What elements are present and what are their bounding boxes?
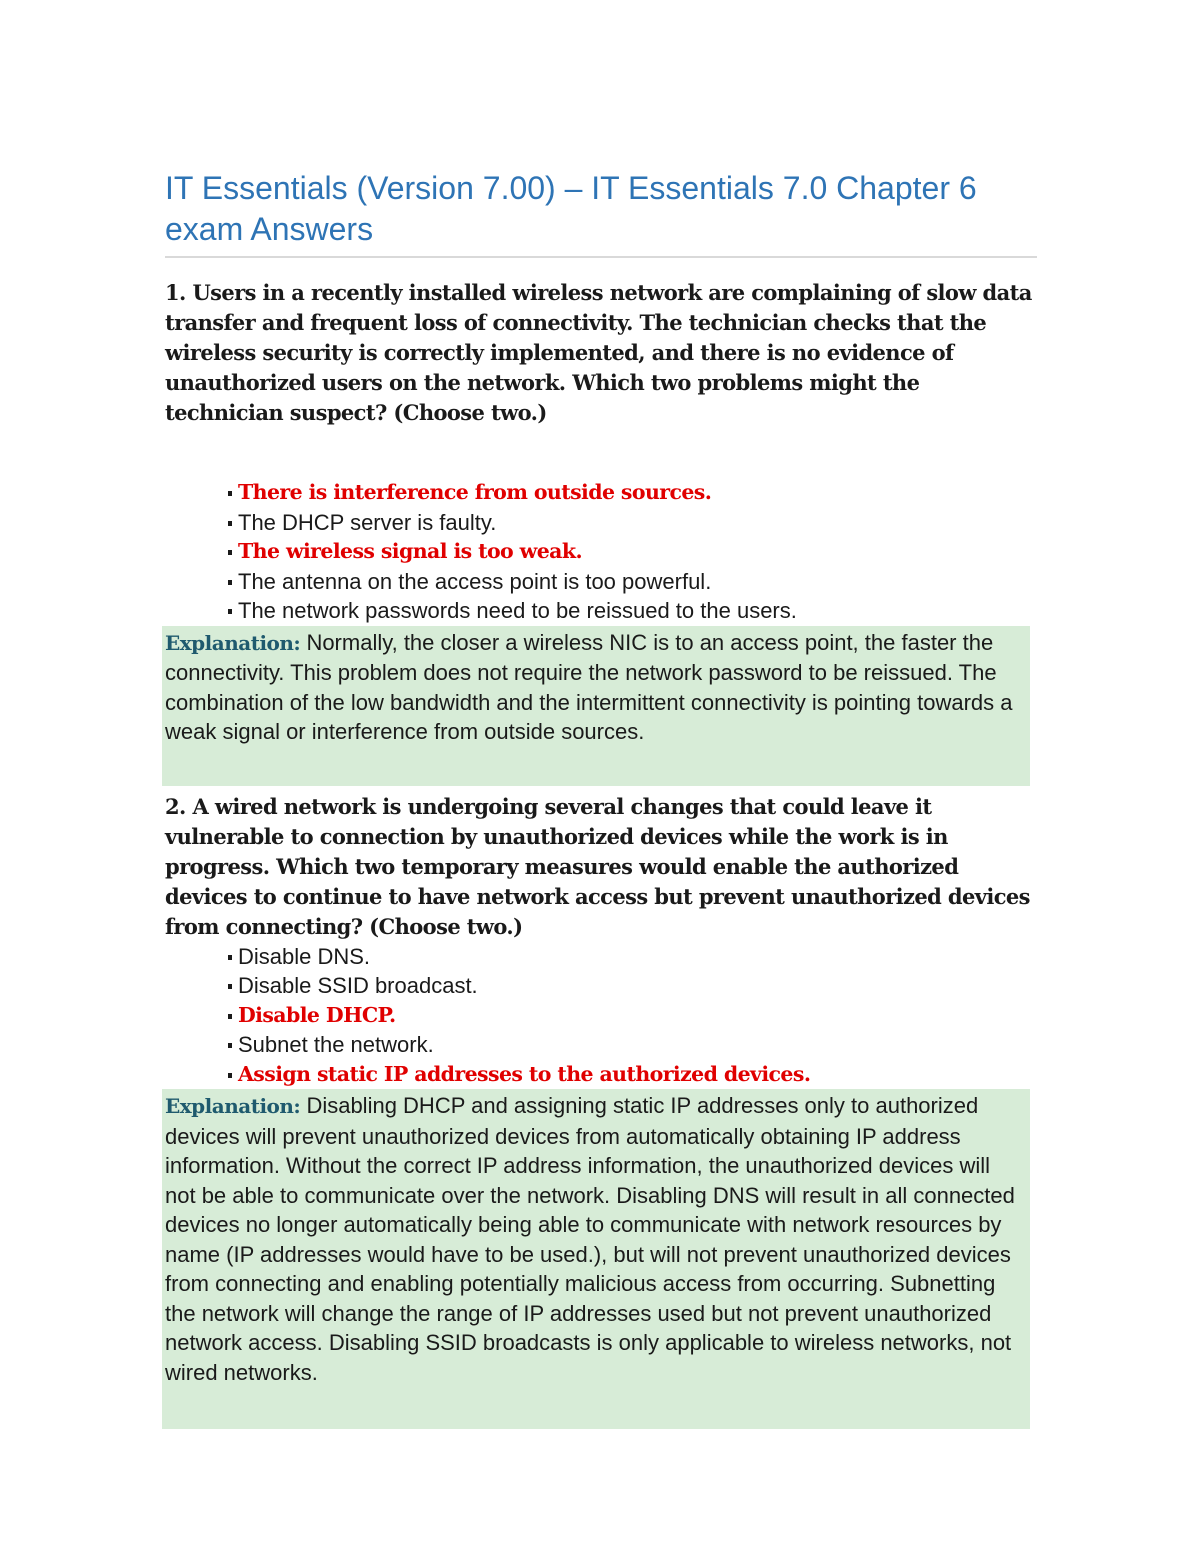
answer-option [228, 942, 1037, 972]
answer-option [228, 478, 1037, 508]
title-divider [165, 256, 1037, 258]
answer-option [228, 1060, 1037, 1090]
answer-option [228, 508, 1037, 538]
bullet-icon [228, 521, 232, 526]
answer-options-2 [165, 942, 1037, 1090]
bullet-icon [228, 1043, 232, 1048]
incorrect-answer: The DHCP server is faulty. [238, 509, 497, 535]
explanation-text-2: Disabling DHCP and assigning static IP addresses only to authorized devices will prevent unauthorized devices from automatically obtaining IP address information. Without the correct IP address information, the unauthorized devices will not be able to communicate over the network. Disabling DNS will result in all connected devices no longer automatically being able to communicate with network resources by name (IP addresses would have to be used.), but will not prevent unauthorized devices from connecting and enabling potentially malicious access from occurring. Subnetting the network will change the range of IP addresses used but not prevent unauthorized network access. Disabling SSID broadcasts is only applicable to wireless networks, not wired networks. [165, 1093, 1015, 1385]
incorrect-answer: Disable SSID broadcast. [238, 973, 478, 998]
question-block-1 [165, 278, 1037, 786]
page-title: IT Essentials (Version 7.00) – IT Essentials 7.0 Chapter 6 exam Answers [165, 170, 977, 247]
document-page [165, 168, 1037, 1429]
question-stem-1: Users in a recently installed wireless network are complaining of slow data transfer and frequent loss of connectivity. The technician checks that the wireless security is correctly implemented, and there is no evidence of unauthorized users on the network. Which two problems might the technician suspect? (Choose two.) [165, 280, 1032, 425]
explanation-text-1: Normally, the closer a wireless NIC is to an access point, the faster the connectivity. This problem does not require the network password to be reissued. The combination of the low bandwidth and the intermittent connectivity is pointing towards a weak signal or interference from outside sources. [165, 629, 1013, 744]
question-text-1 [165, 278, 1037, 428]
explanation-box-2 [162, 1089, 1030, 1429]
correct-answer: Assign static IP addresses to the authorized devices. [238, 1061, 811, 1086]
explanation-box-1 [162, 626, 1030, 786]
answer-options-1 [165, 478, 1037, 626]
explanation-label: Explanation: [165, 630, 301, 655]
incorrect-answer: Disable DNS. [238, 943, 371, 969]
bullet-icon [228, 550, 232, 555]
question-number-2: 2. [165, 793, 186, 819]
bullet-icon [228, 609, 232, 614]
explanation-label: Explanation: [165, 1094, 301, 1118]
bullet-icon [228, 1014, 232, 1019]
bullet-icon [228, 1073, 232, 1078]
bullet-icon [228, 984, 232, 989]
answer-option [228, 596, 1037, 626]
correct-answer: The wireless signal is too weak. [238, 539, 582, 563]
incorrect-answer: The antenna on the access point is too powerful. [238, 568, 712, 594]
question-stem-2: A wired network is undergoing several changes that could leave it vulnerable to connection by unauthorized devices while the work is in progress. Which two temporary measures would enable the authorized devices to continue to have network access but prevent unauthorized devices from connecting? (Choose two.) [165, 793, 1030, 939]
question-block-2 [165, 792, 1037, 1430]
bullet-icon [228, 955, 232, 960]
bullet-icon [228, 580, 232, 585]
answer-option [228, 1030, 1037, 1060]
correct-answer: There is interference from outside sources. [238, 480, 712, 504]
incorrect-answer: The network passwords need to be reissued to the users. [238, 598, 797, 623]
bullet-icon [228, 491, 232, 496]
answer-option [228, 1001, 1037, 1031]
incorrect-answer: Subnet the network. [238, 1032, 434, 1057]
answer-option [228, 971, 1037, 1001]
question-number-1: 1. [165, 280, 186, 305]
answer-option [228, 537, 1037, 567]
answer-option [228, 567, 1037, 597]
correct-answer: Disable DHCP. [238, 1002, 396, 1027]
question-text-2 [165, 792, 1037, 942]
